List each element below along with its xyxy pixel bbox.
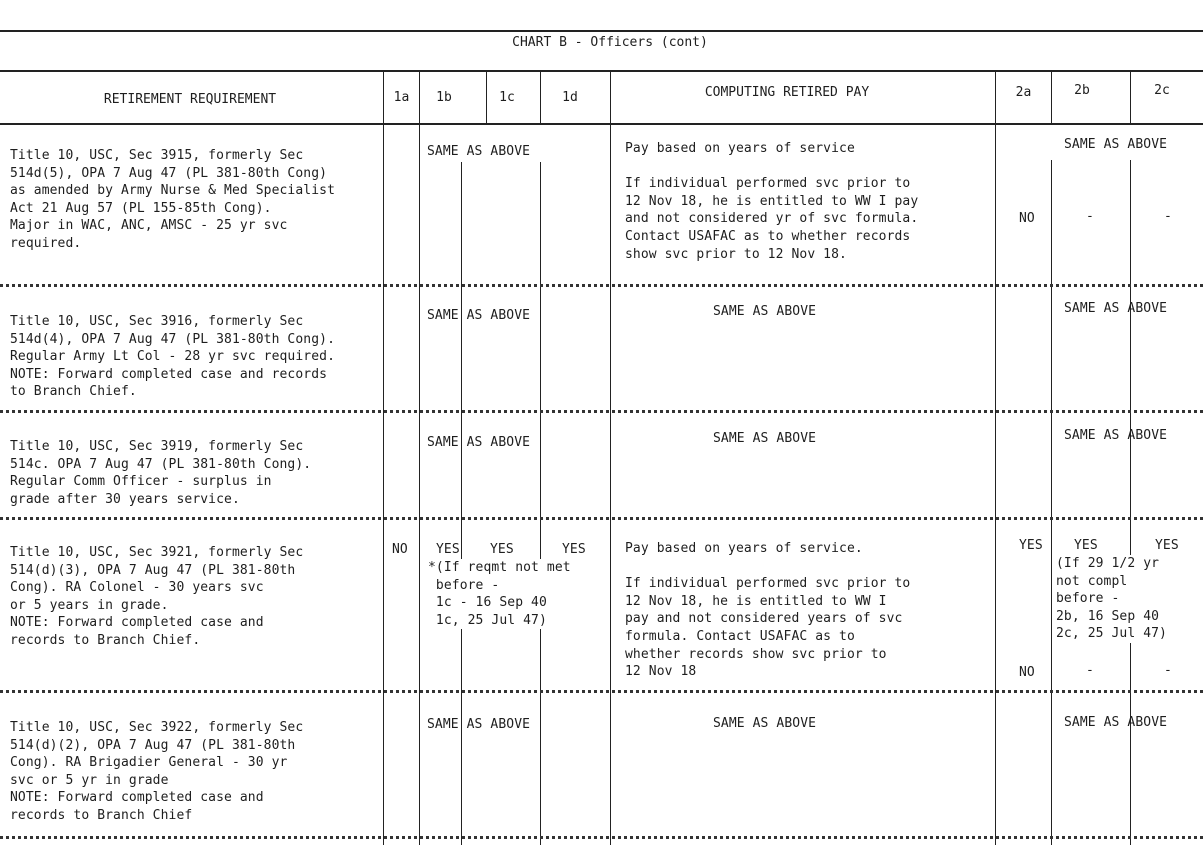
top-rule [0, 30, 1203, 32]
row4-1c: YES [490, 542, 514, 557]
row1-2b-sub: - [1086, 209, 1094, 224]
row2-col2-same: SAME AS ABOVE [1064, 301, 1168, 316]
row-separator [0, 836, 1203, 839]
row1-2c-sub: - [1164, 209, 1172, 224]
header-1d: 1d [562, 90, 578, 105]
row1-2a-sub: NO [1019, 211, 1035, 226]
row4-2a: YES [1019, 538, 1043, 553]
header-2c: 2c [1154, 83, 1170, 98]
row-separator [0, 690, 1203, 693]
row3-col2-same: SAME AS ABOVE [1064, 428, 1168, 443]
row5-col2-same: SAME AS ABOVE [1064, 715, 1168, 730]
row-separator [0, 284, 1203, 287]
row3-col1-same: SAME AS ABOVE [427, 435, 531, 450]
row2-col1-same: SAME AS ABOVE [427, 308, 531, 323]
chart-title: CHART B - Officers (cont) [512, 35, 708, 50]
row3-computing: SAME AS ABOVE [713, 431, 817, 446]
row4-2c-sub: - [1164, 663, 1172, 678]
row4-1b: YES [436, 542, 460, 557]
row4-2a-sub: NO [1019, 665, 1035, 680]
header-computing: COMPUTING RETIRED PAY [704, 85, 870, 100]
row4-1d: YES [562, 542, 586, 557]
col-2b-body [1051, 160, 1052, 845]
header-1a: 1a [393, 90, 410, 105]
row-separator [0, 410, 1203, 413]
header-2a: 2a [1015, 85, 1032, 100]
col-divider-1a [419, 70, 420, 845]
row4-computing: Pay based on years of service. If individual performed svc prior to 12 Nov 18, he is entitled to WW I pay and not considered years of svc formula. Contact USAFAC as to whether records show svc prior to 12 Nov 18 [625, 541, 911, 680]
row5-col1-same: SAME AS ABOVE [427, 717, 531, 732]
row5-requirement: Title 10, USC, Sec 3922, formerly Sec 514(d)(2), OPA 7 Aug 47 (PL 381-80th Cong). RA Brigadier General - 30 yr svc or 5 yr in grade NOTE: Forward completed case and records to Branch Chief [10, 720, 304, 823]
row-separator [0, 517, 1203, 520]
header-2b: 2b [1074, 83, 1090, 98]
header-1c: 1c [499, 90, 515, 105]
row2-requirement: Title 10, USC, Sec 3916, formerly Sec 514d(4), OPA 7 Aug 47 (PL 381-80th Cong). Regular Army Lt Col - 28 yr svc required. NOTE: Forward completed case and records to Branch Chief. [10, 314, 335, 400]
row4-col1-note: *(If reqmt not met before - 1c - 16 Sep 40 1c, 25 Jul 47) [428, 560, 571, 628]
row4-2c: YES [1155, 538, 1179, 553]
row1-computing: Pay based on years of service If individual performed svc prior to 12 Nov 18, he is entitled to WW I pay and not considered yr of svc formula. Contact USAFAC as to whether records show svc prior to 12 Nov 18. [625, 141, 919, 262]
header-top-rule [0, 70, 1203, 72]
col-2c-body [1130, 160, 1131, 845]
row4-requirement: Title 10, USC, Sec 3921, formerly Sec 514(d)(3), OPA 7 Aug 47 (PL 381-80th Cong). RA Colonel - 30 years svc or 5 years in grade. NOTE: Forward completed case and records to Branch Chief. [10, 545, 304, 648]
col-divider-computing [995, 70, 996, 845]
header-bottom-rule [0, 123, 1203, 125]
row1-requirement: Title 10, USC, Sec 3915, formerly Sec 514d(5), OPA 7 Aug 47 (PL 381-80th Cong) as amended by Army Nurse & Med Specialist Act 21 Aug 57 (PL 155-85th Cong). Major in WAC, ANC, AMSC - 25 yr svc required. [10, 148, 335, 251]
row1-col1-same: SAME AS ABOVE [427, 144, 531, 159]
row4-1a: NO [392, 542, 408, 557]
row3-requirement: Title 10, USC, Sec 3919, formerly Sec 514c. OPA 7 Aug 47 (PL 381-80th Cong). Regular Comm Officer - surplus in grade after 30 years service. [10, 439, 312, 507]
row4-2b: YES [1074, 538, 1098, 553]
header-requirement: RETIREMENT REQUIREMENT [103, 92, 277, 107]
col-1b-body [461, 162, 462, 845]
row5-computing: SAME AS ABOVE [713, 716, 817, 731]
row4-2b-sub: - [1086, 663, 1094, 678]
row2-computing: SAME AS ABOVE [713, 304, 817, 319]
header-1b: 1b [436, 90, 452, 105]
row1-col2-same: SAME AS ABOVE [1064, 137, 1168, 152]
row4-col2-note: (If 29 1/2 yr not compl before - 2b, 16 Sep 40 2c, 25 Jul 47) [1056, 556, 1167, 642]
col-divider-1d [610, 70, 611, 845]
col-divider-req [383, 70, 384, 845]
col-1c-body [540, 162, 541, 845]
